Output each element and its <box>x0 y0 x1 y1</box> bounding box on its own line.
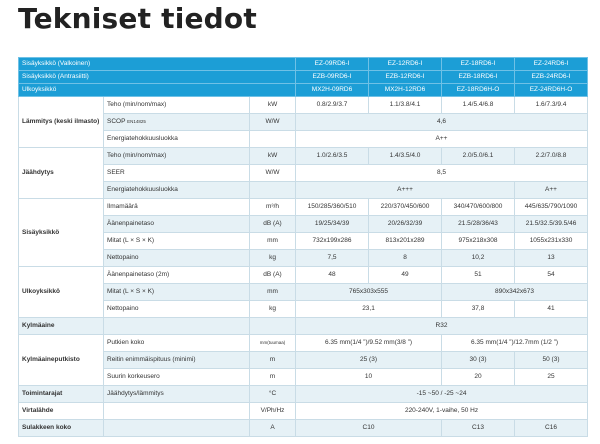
value-cell: 732x199x286 <box>296 233 369 250</box>
value-cell: 890x342x673 <box>442 284 588 301</box>
table-row <box>19 335 588 352</box>
row-label: Nettopaino <box>104 250 250 267</box>
value-cell: 49 <box>369 267 442 284</box>
value-cell: 2.2/7.0/8.8 <box>515 148 588 165</box>
table-row <box>19 131 588 148</box>
table-row <box>19 199 588 216</box>
unit-cell <box>250 182 296 199</box>
header-label: Sisäyksikkö (Antrasiitti) <box>19 71 296 84</box>
unit-cell <box>250 131 296 148</box>
value-cell: 6.35 mm(1/4 ”)/12.7mm (1/2 ”) <box>442 335 588 352</box>
row-label: Äänenpainetaso <box>104 216 250 233</box>
row-label: Suurin korkeusero <box>104 369 250 386</box>
unit-cell: m <box>250 352 296 369</box>
value-cell: 19/25/34/39 <box>296 216 369 233</box>
model-cell: EZB-24RD6-I <box>515 71 588 84</box>
value-cell: 21.5/32.5/39.5/46 <box>515 216 588 233</box>
value-cell: 25 (3) <box>296 352 442 369</box>
value-cell: 8 <box>369 250 442 267</box>
group-power: Virtalähde <box>19 403 104 420</box>
unit-cell: m³/h <box>250 199 296 216</box>
value-cell: 10 <box>296 369 442 386</box>
unit-cell: W/W <box>250 114 296 131</box>
table-row <box>19 216 588 233</box>
table-row <box>19 114 588 131</box>
table-row <box>19 97 588 114</box>
group-piping: Kylmäaineputkisto <box>19 335 104 386</box>
unit-cell: mm <box>250 284 296 301</box>
value-cell: 30 (3) <box>442 352 515 369</box>
value-cell: 0.8/2.9/3.7 <box>296 97 369 114</box>
page-title: Tekniset tiedot <box>18 2 257 35</box>
header-row-outdoor <box>19 84 588 97</box>
value-cell: 51 <box>442 267 515 284</box>
header-label: Sisäyksikkö (Valkoinen) <box>19 58 296 71</box>
table-row <box>19 301 588 318</box>
table-row <box>19 369 588 386</box>
table-row <box>19 386 588 403</box>
unit-cell: kW <box>250 97 296 114</box>
model-cell: MX2H-09RD6 <box>296 84 369 97</box>
value-cell: 4,6 <box>296 114 588 131</box>
row-label-text: SCOP <box>107 118 126 126</box>
header-row-indoor-white <box>19 58 588 71</box>
row-label: Äänenpainetaso (2m) <box>104 267 250 284</box>
table-row <box>19 165 588 182</box>
value-cell: A++ <box>296 131 588 148</box>
value-cell: 13 <box>515 250 588 267</box>
unit-cell: kW <box>250 148 296 165</box>
value-cell: 1055x231x330 <box>515 233 588 250</box>
table-row <box>19 318 588 335</box>
value-cell: 1.0/2.6/3.5 <box>296 148 369 165</box>
row-label <box>104 114 250 131</box>
row-label-sub: EN14825 <box>127 119 146 125</box>
row-label: Ilmamäärä <box>104 199 250 216</box>
row-label: Reitin enimmäispituus (minimi) <box>104 352 250 369</box>
value-cell: 813x201x289 <box>369 233 442 250</box>
value-cell: 20/26/32/39 <box>369 216 442 233</box>
value-cell: 10,2 <box>442 250 515 267</box>
value-cell: 48 <box>296 267 369 284</box>
header-row-indoor-anthracite <box>19 71 588 84</box>
value-cell: 1.4/5.4/6.8 <box>442 97 515 114</box>
row-label: Jäähdytys/lämmitys <box>104 386 250 403</box>
value-cell: C16 <box>515 420 588 437</box>
row-label <box>104 318 250 335</box>
table-row <box>19 182 588 199</box>
model-cell: EZ-18RD6-I <box>442 58 515 71</box>
value-cell: A+++ <box>296 182 515 199</box>
table-row <box>19 267 588 284</box>
value-cell: 21.5/28/36/43 <box>442 216 515 233</box>
unit-cell: V/Ph/Hz <box>250 403 296 420</box>
unit-cell <box>250 318 296 335</box>
row-label: Energiatehokkuusluokka <box>104 131 250 148</box>
model-cell: MX2H-12RD6 <box>369 84 442 97</box>
group-cooling: Jäähdytys <box>19 148 104 199</box>
model-cell: EZ-09RD6-I <box>296 58 369 71</box>
value-cell: 8,5 <box>296 165 588 182</box>
value-cell: 37,8 <box>442 301 515 318</box>
value-cell: 1.4/3.5/4.0 <box>369 148 442 165</box>
unit-cell: °C <box>250 386 296 403</box>
row-label: Mitat (L × S × K) <box>104 284 250 301</box>
group-outdoor: Ulkoyksikkö <box>19 267 104 318</box>
unit-cell: A <box>250 420 296 437</box>
row-label: Teho (min/nom/max) <box>104 148 250 165</box>
table-row <box>19 403 588 420</box>
value-cell: A++ <box>515 182 588 199</box>
value-cell: 41 <box>515 301 588 318</box>
spec-table <box>18 57 588 437</box>
value-cell: 150/285/360/510 <box>296 199 369 216</box>
row-label: Teho (min/nom/max) <box>104 97 250 114</box>
model-cell: EZB-18RD6-I <box>442 71 515 84</box>
unit-cell: mm(tuumaa) <box>250 335 296 352</box>
value-cell: 2.0/5.0/6.1 <box>442 148 515 165</box>
unit-cell: kg <box>250 301 296 318</box>
unit-cell: m <box>250 369 296 386</box>
value-cell: 220/370/450/600 <box>369 199 442 216</box>
value-cell: R32 <box>296 318 588 335</box>
value-cell: 54 <box>515 267 588 284</box>
value-cell: 7,5 <box>296 250 369 267</box>
group-fuse: Sulakkeen koko <box>19 420 104 437</box>
value-cell: 1.1/3.8/4.1 <box>369 97 442 114</box>
model-cell: EZ-24RD6-I <box>515 58 588 71</box>
table-row <box>19 352 588 369</box>
table-row <box>19 148 588 165</box>
unit-cell: mm <box>250 233 296 250</box>
unit-cell: kg <box>250 250 296 267</box>
row-label <box>104 420 250 437</box>
table-row <box>19 233 588 250</box>
value-cell: 50 (3) <box>515 352 588 369</box>
model-cell: EZ-24RD6H-O <box>515 84 588 97</box>
unit-cell: dB (A) <box>250 267 296 284</box>
table-row <box>19 250 588 267</box>
value-cell: 340/470/600/800 <box>442 199 515 216</box>
value-cell: 1.6/7.3/9.4 <box>515 97 588 114</box>
row-label: Mitat (L × S × K) <box>104 233 250 250</box>
value-cell: 20 <box>442 369 515 386</box>
row-label: Putkien koko <box>104 335 250 352</box>
row-label: Nettopaino <box>104 301 250 318</box>
table-row <box>19 284 588 301</box>
unit-cell: W/W <box>250 165 296 182</box>
model-cell: EZ-12RD6-I <box>369 58 442 71</box>
model-cell: EZB-12RD6-I <box>369 71 442 84</box>
group-limits: Toimintarajat <box>19 386 104 403</box>
model-cell: EZB-09RD6-I <box>296 71 369 84</box>
group-heating: Lämmitys (keski ilmasto) <box>19 97 104 148</box>
value-cell: 25 <box>515 369 588 386</box>
model-cell: EZ-18RD6H-O <box>442 84 515 97</box>
value-cell: 23,1 <box>296 301 442 318</box>
group-refrigerant: Kylmäaine <box>19 318 104 335</box>
row-label: Energiatehokkuusluokka <box>104 182 250 199</box>
value-cell: -15 ~50 / -25 ~24 <box>296 386 588 403</box>
table-row <box>19 420 588 437</box>
value-cell: C10 <box>296 420 442 437</box>
unit-cell: dB (A) <box>250 216 296 233</box>
row-label: SEER <box>104 165 250 182</box>
value-cell: 220-240V, 1-vaihe, 50 Hz <box>296 403 588 420</box>
group-indoor: Sisäyksikkö <box>19 199 104 267</box>
value-cell: 765x303x555 <box>296 284 442 301</box>
header-label: Ulkoyksikkö <box>19 84 296 97</box>
value-cell: C13 <box>442 420 515 437</box>
value-cell: 6.35 mm(1/4 ”)/9.52 mm(3/8 ”) <box>296 335 442 352</box>
value-cell: 445/635/790/1090 <box>515 199 588 216</box>
row-label <box>104 403 250 420</box>
value-cell: 975x218x308 <box>442 233 515 250</box>
